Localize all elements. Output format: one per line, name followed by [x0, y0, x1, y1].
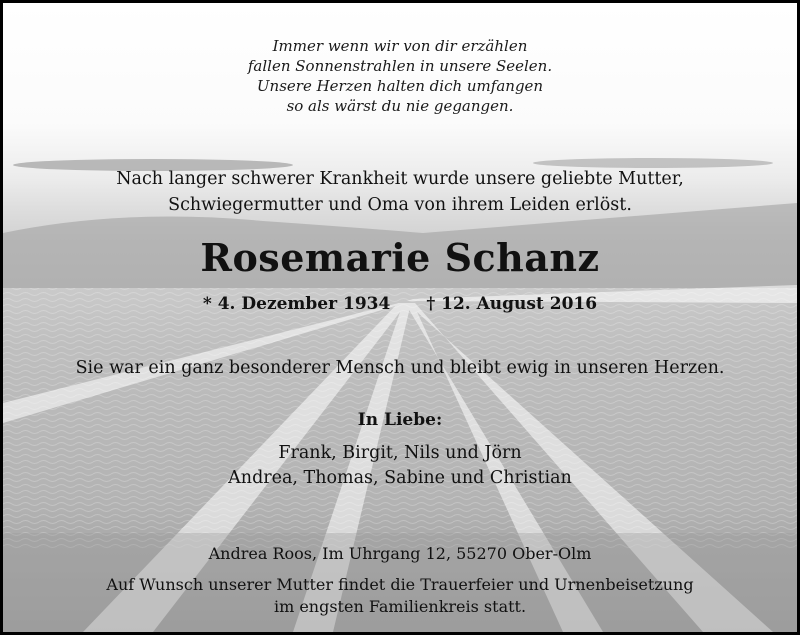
mourners-list [3, 441, 797, 491]
poem-line: Unsere Herzen halten dich umfangen [256, 77, 544, 95]
death-date: † 12. August 2016 [426, 294, 598, 314]
contact-address: Andrea Roos, Im Uhrgang 12, 55270 Ober-Olm [208, 544, 592, 563]
intro-text [3, 166, 797, 218]
poem-line: so als wärst du nie gegangen. [286, 97, 514, 115]
intro-line: Schwiegermutter und Oma von ihrem Leiden erlöst. [168, 195, 632, 215]
life-dates [3, 292, 797, 316]
mourners-line: Frank, Birgit, Nils und Jörn [278, 443, 522, 463]
poem [3, 36, 797, 116]
birth-date: * 4. Dezember 1934 [202, 294, 391, 314]
notice-line: im engsten Familienkreis statt. [273, 597, 527, 616]
notice-line: Auf Wunsch unserer Mutter findet die Trauerfeier und Urnenbeisetzung [106, 575, 694, 594]
mourners-label: In Liebe: [357, 410, 443, 430]
poem-line: Immer wenn wir von dir erzählen [272, 37, 528, 55]
deceased-name: Rosemarie Schanz [200, 235, 600, 280]
poem-line: fallen Sonnenstrahlen in unsere Seelen. [247, 57, 553, 75]
funeral-notice [3, 574, 797, 618]
tribute-text: Sie war ein ganz besonderer Mensch und bleibt ewig in unseren Herzen. [75, 358, 725, 378]
intro-line: Nach langer schwerer Krankheit wurde unsere geliebte Mutter, [116, 169, 684, 189]
mourners-line: Andrea, Thomas, Sabine und Christian [228, 468, 572, 488]
